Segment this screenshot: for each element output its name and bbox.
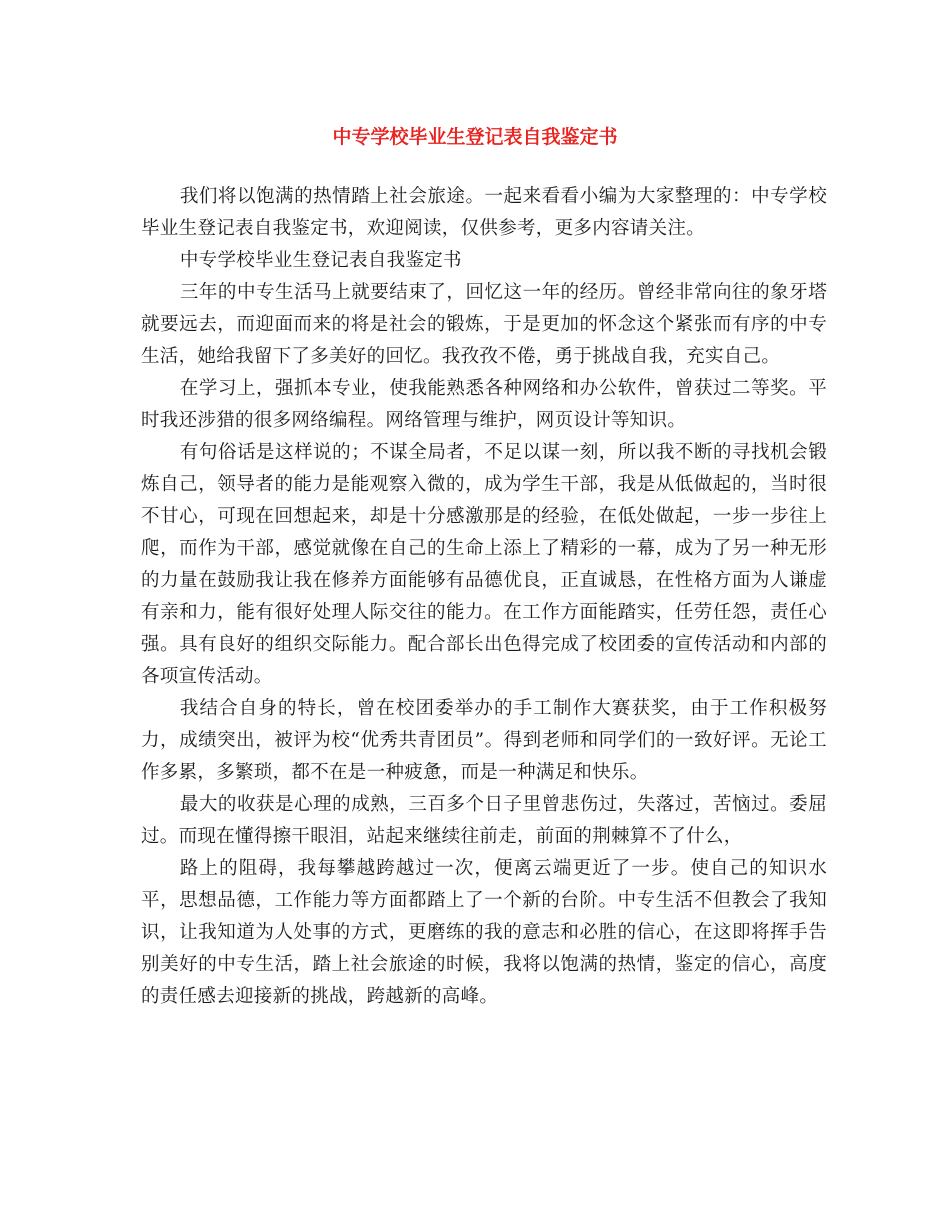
paragraph-study: 在学习上，强抓本专业，使我能熟悉各种网络和办公软件，曾获过二等奖。平时我还涉猎的很多网络编程。网络管理与维护，网页设计等知识。 [141,378,827,431]
document-title: 中专学校毕业生登记表自我鉴定书 [332,126,618,148]
paragraph-leadership: 有句俗话是这样说的；不谋全局者，不足以谋一刻，所以我不断的寻找机会锻炼自己，领导者的能力是能观察入微的，成为学生干部，我是从低做起的，当时很不甘心，可现在回想起来，却是十分感激那是的经验，在低处做起，一步一步往上爬，而作为干部，感觉就像在自己的生命上添上了精彩的一幕，成为了另一种无形的力量在鼓励我让我在修养方面能够有品德优良，正直诚恳，在性格方面为人谦虚有亲和力，能有很好处理人际交往的能力。在工作方面能踏实，任劳任怨，责任心强。具有良好的组织交际能力。配合部长出色得完成了校团委的宣传活动和内部的各项宣传活动。 [141,442,827,687]
paragraph-intro: 我们将以饱满的热情踏上社会旅途。一起来看看小编为大家整理的：中专学校毕业生登记表自我鉴定书，欢迎阅读，仅供参考，更多内容请关注。 [141,186,827,239]
paragraph-opening: 三年的中专生活马上就要结束了，回忆这一年的经历。曾经非常向往的象牙塔就要远去，而迎面而来的将是社会的锻炼，于是更加的怀念这个紧张而有序的中专生活，她给我留下了多美好的回忆。我孜孜不倦，勇于挑战自我，充实自己。 [141,282,827,367]
paragraph-subtitle: 中专学校毕业生登记表自我鉴定书 [179,250,462,271]
paragraph-awards: 我结合自身的特长，曾在校团委举办的手工制作大赛获奖，由于工作积极努力，成绩突出，被评为校“优秀共青团员”。得到老师和同学们的一致好评。无论工作多累，多繁琐，都不在是一种疲惫，而是一种满足和快乐。 [141,698,827,783]
document-body [141,181,827,1013]
paragraph-conclusion: 路上的阻碍，我每攀越跨越过一次，便离云端更近了一步。使自己的知识水平，思想品德，工作能力等方面都踏上了一个新的台阶。中专生活不但教会了我知识，让我知道为人处事的方式，更磨练的我的意志和必胜的信心，在这即将挥手告别美好的中专生活，踏上社会旅途的时候，我将以饱满的热情，鉴定的信心，高度的责任感去迎接新的挑战，跨越新的高峰。 [141,858,827,1007]
paragraph-growth: 最大的收获是心理的成熟，三百多个日子里曾悲伤过，失落过，苦恼过。委屈过。而现在懂得擦干眼泪，站起来继续往前走，前面的荆棘算不了什么， [141,794,827,847]
